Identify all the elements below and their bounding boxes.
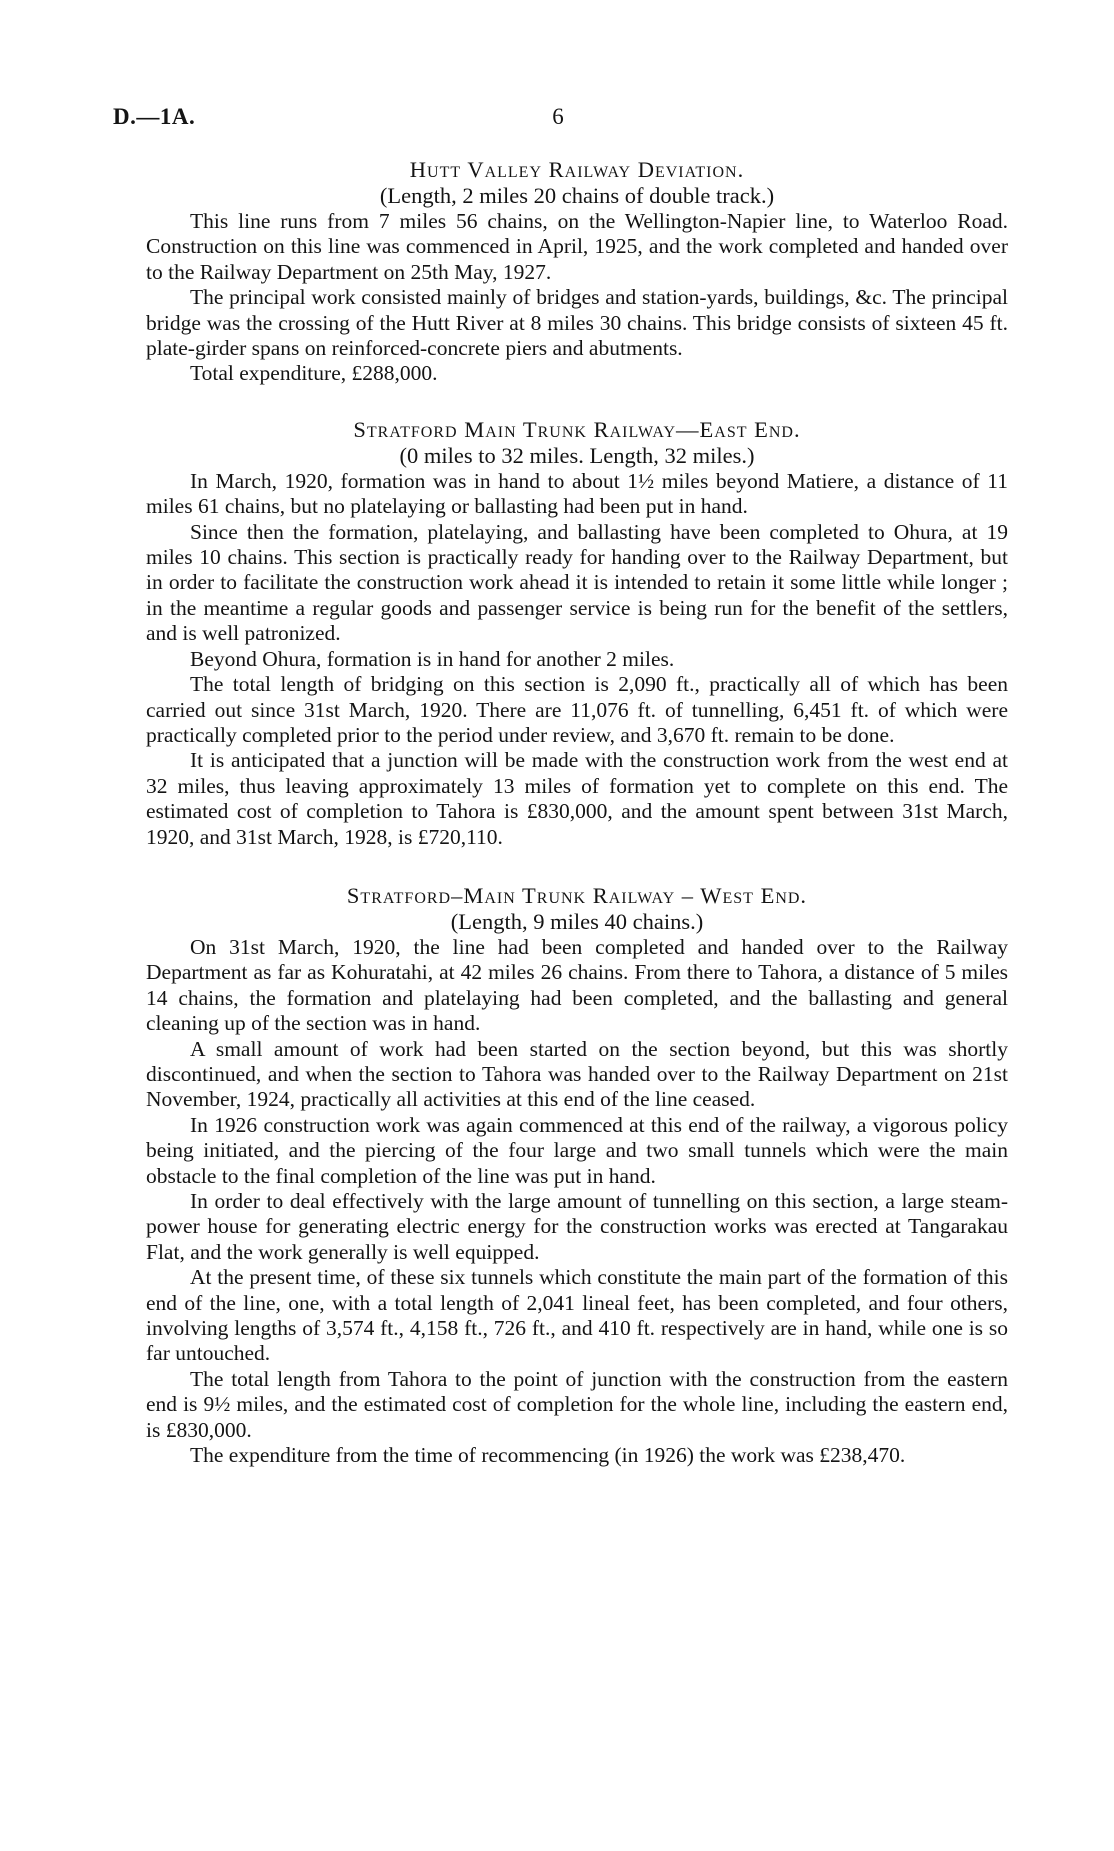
section-subtitle: (0 miles to 32 miles. Length, 32 miles.) — [399, 442, 755, 468]
paragraph: The expenditure from the time of recommencing (in 1926) the work was £238,470. — [190, 1443, 906, 1468]
paragraph: This line runs from 7 miles 56 chains, on the Wellington-Napier line, to Waterloo Road. Construction on this line was commenced in April, 1925, and the work completed and handed over to the Railway Department on 25th May, 1927. — [146, 209, 1008, 284]
paragraph: Beyond Ohura, formation is in hand for another 2 miles. — [190, 646, 675, 671]
paragraph: Since then the formation, platelaying, and ballasting have been completed to Ohura, at 19 miles 10 chains. This section is practically ready for handing over to the Railway Department, but in order to facilitate the construction work ahead it is intended to retain it some little while longer ; in the meantime a regular goods and passenger service is being run for the benefit of the settlers, and is well patronized. — [146, 519, 1008, 646]
page-body — [146, 156, 1008, 1468]
paragraph: The principal work consisted mainly of bridges and station-yards, buildings, &c. The principal bridge was the crossing of the Hutt River at 8 miles 30 chains. This bridge consists of sixteen 45 ft. plate-girder spans on reinforced-concrete piers and abutments. — [146, 285, 1008, 361]
paragraph: It is anticipated that a junction will be made with the construction work from the west end at 32 miles, thus leaving approximately 13 miles of formation yet to complete on this end. The estimated cost of completion to Tahora is £830,000, and the amount spent between 31st March, 1920, and 31st March, 1928, is £720,110. — [146, 748, 1008, 849]
paragraph: The total length from Tahora to the point of junction with the construction from the eastern end is 9½ miles, and the estimated cost of completion for the whole line, including the eastern end, is £830,000. — [146, 1366, 1008, 1442]
paragraph: Total expenditure, £288,000. — [190, 361, 438, 386]
section-spacer — [146, 850, 1008, 882]
section-title: Hutt Valley Railway Deviation. — [409, 157, 745, 182]
section-stratford-west — [146, 882, 1008, 1469]
section-stratford-east — [146, 416, 1008, 850]
paragraph: In March, 1920, formation was in hand to about 1½ miles beyond Matiere, a distance of 11 miles 61 chains, but no platelaying or ballasting had been put in hand. — [146, 468, 1008, 519]
section-title: Stratford–Main Trunk Railway – West End. — [346, 882, 808, 908]
section-hutt-valley — [146, 156, 1008, 387]
section-subtitle: (Length, 9 miles 40 chains.) — [450, 908, 704, 934]
paragraph: At the present time, of these six tunnels which constitute the main part of the formation of this end of the line, one, with a total length of 2,041 lineal feet, has been completed, and four others, involving lengths of 3,574 ft., 4,158 ft., 726 ft., and 410 ft. respectively are in hand, while one is so far untouched. — [146, 1265, 1008, 1366]
paragraph: A small amount of work had been started on the section beyond, but this was shortly discontinued, and when the section to Tahora was handed over to the Railway Department on 21st November, 1924, practically all activities at this end of the line ceased. — [146, 1036, 1008, 1112]
paragraph: The total length of bridging on this section is 2,090 ft., practically all of which has been carried out since 31st March, 1920. There are 11,076 ft. of tunnelling, 6,451 ft. of which were practically completed prior to the period under review, and 3,670 ft. remain to be done. — [146, 672, 1008, 747]
section-spacer — [146, 387, 1008, 416]
paragraph: In order to deal effectively with the large amount of tunnelling on this section, a large steam-power house for generating electric energy for the construction works was erected at Tangarakau Flat, and the work generally is well equipped. — [146, 1189, 1008, 1264]
page-reference: D.—1A. — [113, 104, 196, 129]
page-header — [113, 104, 1003, 134]
page-number: 6 — [552, 104, 564, 129]
paragraph: In 1926 construction work was again commenced at this end of the railway, a vigorous policy being initiated, and the piercing of the four large and two small tunnels which were the main obstacle to the final completion of the line was put in hand. — [146, 1112, 1008, 1188]
paragraph: On 31st March, 1920, the line had been completed and handed over to the Railway Department as far as Kohuratahi, at 42 miles 26 chains. From there to Tahora, a distance of 5 miles 14 chains, the formation and platelaying had been completed, and the ballasting and general cleaning up of the section was in hand. — [146, 934, 1008, 1036]
section-subtitle: (Length, 2 miles 20 chains of double track.) — [379, 183, 775, 208]
section-title: Stratford Main Trunk Railway—East End. — [353, 416, 801, 442]
